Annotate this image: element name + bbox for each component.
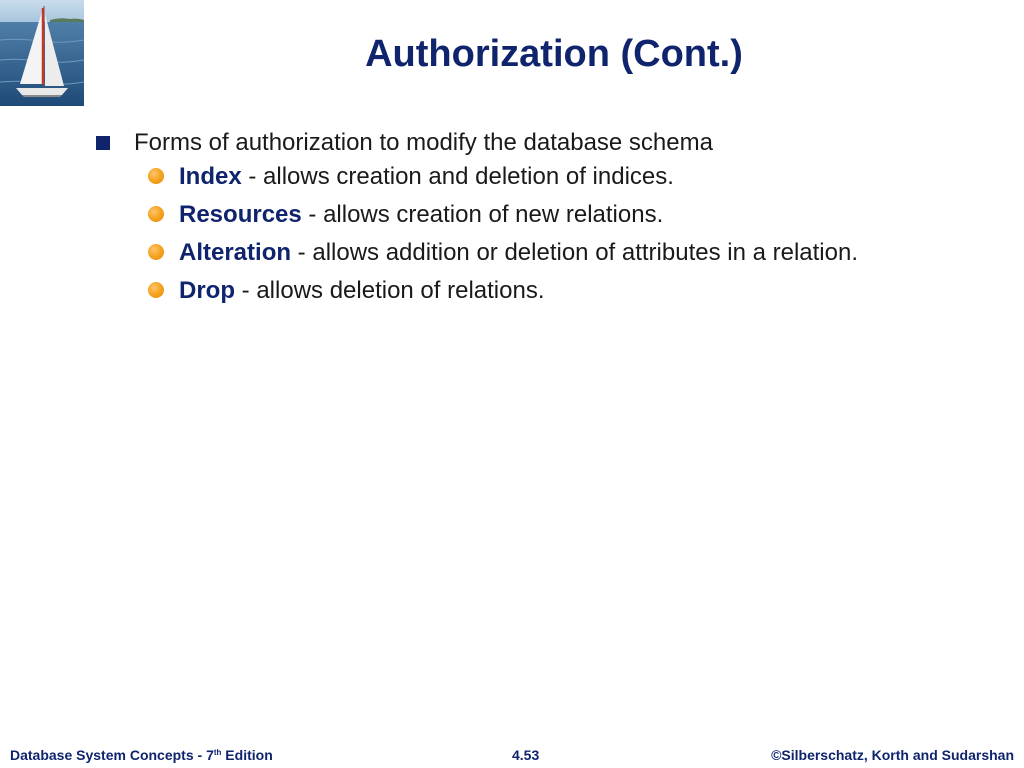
slide-title: Authorization (Cont.): [365, 33, 743, 75]
footer-book-title: [10, 744, 273, 766]
sailboat-logo: [0, 0, 84, 106]
sub-bullet-term: Resources: [179, 201, 302, 228]
footer-book-suffix: Edition: [221, 747, 273, 763]
square-bullet-icon: [96, 136, 110, 150]
sub-bullet-resources: [148, 200, 1024, 238]
slide-footer: [0, 744, 1024, 766]
sub-bullet-alteration: [148, 238, 1024, 276]
sub-bullet-description: - allows addition or deletion of attributes in a relation.: [291, 239, 859, 266]
footer-page-number: 4.53: [512, 747, 540, 763]
sailboat-icon: [0, 0, 84, 106]
sub-bullet-term: Drop: [179, 277, 235, 304]
footer-copyright: ©Silberschatz, Korth and Sudarshan: [771, 747, 1014, 763]
sub-bullet-index: [148, 162, 1024, 200]
orange-dot-bullet-icon: [148, 206, 164, 222]
orange-dot-bullet-icon: [148, 168, 164, 184]
bullet-level1: [96, 126, 1024, 162]
slide-body: [0, 126, 1024, 314]
sub-bullet-term: Alteration: [179, 239, 292, 266]
bullet-text: Forms of authorization to modify the database schema: [134, 129, 713, 156]
sub-bullet-text: [179, 162, 674, 192]
sub-bullet-description: - allows deletion of relations.: [235, 277, 545, 304]
sub-bullet-text: [179, 200, 663, 230]
sub-bullet-term: Index: [179, 163, 242, 190]
orange-dot-bullet-icon: [148, 244, 164, 260]
sub-bullet-text: [179, 238, 858, 268]
sub-bullet-description: - allows creation of new relations.: [301, 201, 664, 228]
sub-bullet-drop: [148, 276, 1024, 314]
sub-bullet-description: - allows creation and deletion of indices.: [241, 163, 674, 190]
orange-dot-bullet-icon: [148, 282, 164, 298]
sub-bullet-text: [179, 276, 545, 306]
footer-book-prefix: Database System Concepts - 7: [10, 747, 214, 763]
footer-book-superscript: th: [213, 748, 222, 757]
